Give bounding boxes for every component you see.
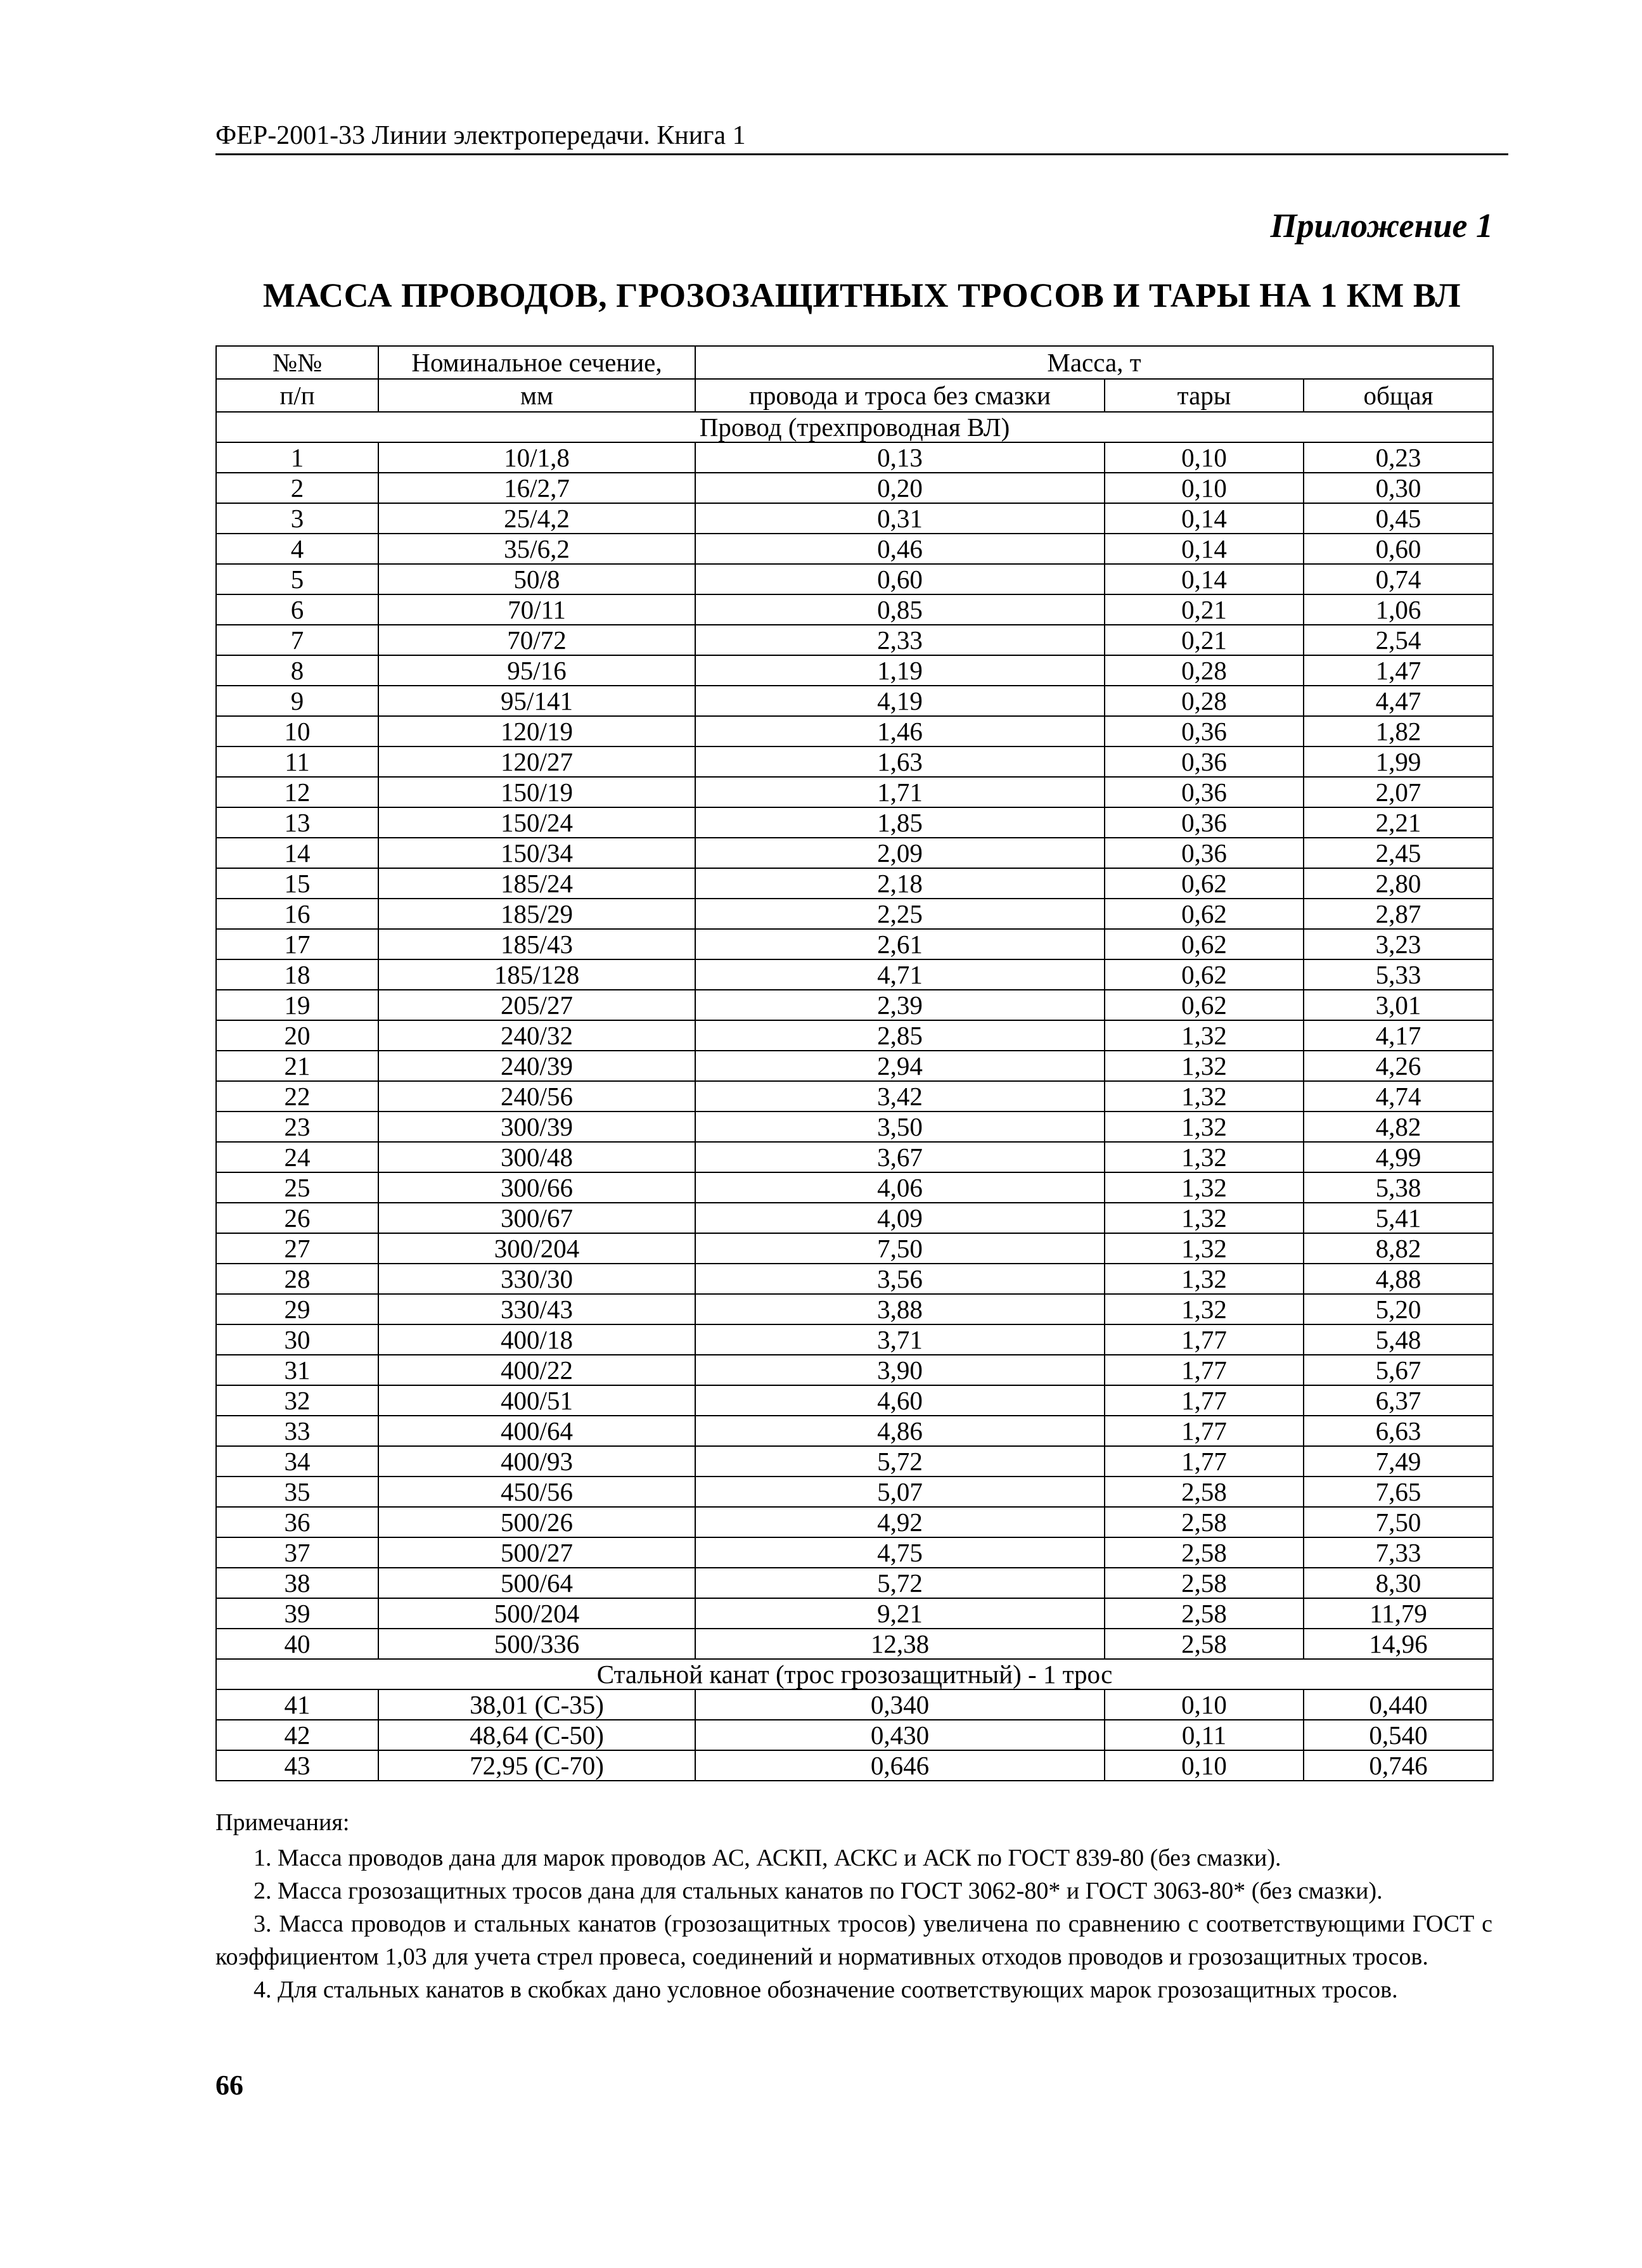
- cell-section: 150/24: [378, 807, 695, 838]
- cell-num: 33: [216, 1416, 378, 1446]
- cell-total-mass: 11,79: [1304, 1598, 1493, 1629]
- cell-total-mass: 7,49: [1304, 1446, 1493, 1477]
- section-label: Стальной канат (трос грозозащитный) - 1 трос: [216, 1659, 1493, 1689]
- cell-section: 500/336: [378, 1629, 695, 1659]
- cell-tare-mass: 0,62: [1105, 868, 1304, 899]
- cell-num: 11: [216, 746, 378, 777]
- cell-total-mass: 4,82: [1304, 1112, 1493, 1142]
- table-row: [216, 1598, 1493, 1629]
- cell-total-mass: 4,47: [1304, 686, 1493, 716]
- cell-wire-mass: 1,85: [695, 807, 1105, 838]
- cell-tare-mass: 1,77: [1105, 1324, 1304, 1355]
- table-row: [216, 1720, 1493, 1750]
- cell-wire-mass: 0,430: [695, 1720, 1105, 1750]
- cell-wire-mass: 3,88: [695, 1294, 1105, 1324]
- cell-tare-mass: 0,21: [1105, 625, 1304, 655]
- cell-wire-mass: 4,75: [695, 1537, 1105, 1568]
- cell-section: 95/141: [378, 686, 695, 716]
- cell-num: 32: [216, 1385, 378, 1416]
- table-row: [216, 594, 1493, 625]
- cell-tare-mass: 0,62: [1105, 990, 1304, 1020]
- cell-section: 330/43: [378, 1294, 695, 1324]
- cell-wire-mass: 4,60: [695, 1385, 1105, 1416]
- cell-wire-mass: 2,18: [695, 868, 1105, 899]
- note-item: 2. Масса грозозащитных тросов дана для стальных канатов по ГОСТ 3062-80* и ГОСТ 3063-80* (без смазки).: [253, 1878, 1383, 1904]
- table-row: [216, 1112, 1493, 1142]
- cell-tare-mass: 0,28: [1105, 655, 1304, 686]
- cell-num: 27: [216, 1233, 378, 1264]
- cell-tare-mass: 1,32: [1105, 1051, 1304, 1081]
- cell-section: 400/51: [378, 1385, 695, 1416]
- cell-num: 26: [216, 1203, 378, 1233]
- table-row: [216, 1477, 1493, 1507]
- cell-section: 70/72: [378, 625, 695, 655]
- cell-num: 8: [216, 655, 378, 686]
- table-row: [216, 990, 1493, 1020]
- cell-wire-mass: 5,07: [695, 1477, 1105, 1507]
- cell-section: 72,95 (С-70): [378, 1750, 695, 1781]
- cell-wire-mass: 2,09: [695, 838, 1105, 868]
- cell-tare-mass: 0,10: [1105, 473, 1304, 503]
- cell-num: 20: [216, 1020, 378, 1051]
- cell-wire-mass: 9,21: [695, 1598, 1105, 1629]
- cell-num: 1: [216, 442, 378, 473]
- cell-num: 12: [216, 777, 378, 807]
- cell-tare-mass: 0,62: [1105, 899, 1304, 929]
- cell-num: 5: [216, 564, 378, 594]
- table-row: [216, 655, 1493, 686]
- cell-num: 30: [216, 1324, 378, 1355]
- table-row: [216, 1629, 1493, 1659]
- cell-num: 37: [216, 1537, 378, 1568]
- cell-num: 36: [216, 1507, 378, 1537]
- mass-table-body: [216, 346, 1493, 1781]
- cell-num: 34: [216, 1446, 378, 1477]
- col-header-section-top: Номинальное сечение,: [378, 346, 695, 379]
- table-row: [216, 868, 1493, 899]
- cell-total-mass: 2,07: [1304, 777, 1493, 807]
- cell-wire-mass: 4,06: [695, 1172, 1105, 1203]
- cell-tare-mass: 1,32: [1105, 1233, 1304, 1264]
- table-row: [216, 1020, 1493, 1051]
- cell-wire-mass: 4,92: [695, 1507, 1105, 1537]
- table-row: [216, 1689, 1493, 1720]
- cell-section: 240/39: [378, 1051, 695, 1081]
- cell-total-mass: 0,30: [1304, 473, 1493, 503]
- col-header-num-top: №№: [216, 346, 378, 379]
- page-number: 66: [215, 2070, 243, 2101]
- cell-wire-mass: 2,61: [695, 929, 1105, 959]
- cell-wire-mass: 1,71: [695, 777, 1105, 807]
- table-row: [216, 899, 1493, 929]
- cell-wire-mass: 3,90: [695, 1355, 1105, 1385]
- cell-num: 9: [216, 686, 378, 716]
- cell-section: 70/11: [378, 594, 695, 625]
- cell-total-mass: 4,88: [1304, 1264, 1493, 1294]
- cell-wire-mass: 0,646: [695, 1750, 1105, 1781]
- cell-section: 500/64: [378, 1568, 695, 1598]
- cell-total-mass: 4,26: [1304, 1051, 1493, 1081]
- mass-table: [215, 345, 1494, 1781]
- table-row: [216, 1324, 1493, 1355]
- cell-total-mass: 3,01: [1304, 990, 1493, 1020]
- cell-total-mass: 2,54: [1304, 625, 1493, 655]
- table-row: [216, 1051, 1493, 1081]
- cell-section: 300/66: [378, 1172, 695, 1203]
- cell-tare-mass: 0,28: [1105, 686, 1304, 716]
- table-row: [216, 1446, 1493, 1477]
- cell-num: 15: [216, 868, 378, 899]
- cell-tare-mass: 0,10: [1105, 442, 1304, 473]
- table-row: [216, 534, 1493, 564]
- notes: [215, 1806, 1492, 2006]
- cell-section: 300/204: [378, 1233, 695, 1264]
- cell-total-mass: 5,67: [1304, 1355, 1493, 1385]
- cell-num: 10: [216, 716, 378, 746]
- cell-section: 38,01 (С-35): [378, 1689, 695, 1720]
- cell-num: 16: [216, 899, 378, 929]
- table-row: [216, 1081, 1493, 1112]
- cell-wire-mass: 2,94: [695, 1051, 1105, 1081]
- section-label: Провод (трехпроводная ВЛ): [216, 412, 1493, 442]
- cell-num: 21: [216, 1051, 378, 1081]
- cell-tare-mass: 1,77: [1105, 1416, 1304, 1446]
- cell-total-mass: 4,74: [1304, 1081, 1493, 1112]
- cell-wire-mass: 4,71: [695, 959, 1105, 990]
- section-row: [216, 1659, 1493, 1689]
- table-row: [216, 686, 1493, 716]
- cell-wire-mass: 0,46: [695, 534, 1105, 564]
- cell-num: 35: [216, 1477, 378, 1507]
- cell-total-mass: 5,20: [1304, 1294, 1493, 1324]
- cell-wire-mass: 12,38: [695, 1629, 1105, 1659]
- table-row: [216, 442, 1493, 473]
- col-header-mass-group: Масса, т: [695, 346, 1493, 379]
- cell-wire-mass: 2,39: [695, 990, 1105, 1020]
- table-row: [216, 777, 1493, 807]
- cell-tare-mass: 0,21: [1105, 594, 1304, 625]
- cell-num: 39: [216, 1598, 378, 1629]
- cell-wire-mass: 5,72: [695, 1446, 1105, 1477]
- col-header-total: общая: [1304, 379, 1493, 412]
- cell-wire-mass: 4,19: [695, 686, 1105, 716]
- cell-wire-mass: 3,71: [695, 1324, 1105, 1355]
- cell-section: 205/27: [378, 990, 695, 1020]
- cell-section: 400/93: [378, 1446, 695, 1477]
- table-row: [216, 1142, 1493, 1172]
- cell-num: 2: [216, 473, 378, 503]
- cell-wire-mass: 4,09: [695, 1203, 1105, 1233]
- cell-tare-mass: 0,36: [1105, 746, 1304, 777]
- cell-section: 185/128: [378, 959, 695, 990]
- cell-num: 7: [216, 625, 378, 655]
- table-row: [216, 1568, 1493, 1598]
- cell-total-mass: 5,33: [1304, 959, 1493, 990]
- cell-tare-mass: 1,77: [1105, 1355, 1304, 1385]
- table-row: [216, 1416, 1493, 1446]
- cell-wire-mass: 0,340: [695, 1689, 1105, 1720]
- cell-section: 50/8: [378, 564, 695, 594]
- cell-wire-mass: 1,46: [695, 716, 1105, 746]
- cell-total-mass: 8,82: [1304, 1233, 1493, 1264]
- table-row: [216, 1172, 1493, 1203]
- cell-total-mass: 7,33: [1304, 1537, 1493, 1568]
- cell-section: 500/26: [378, 1507, 695, 1537]
- cell-total-mass: 8,30: [1304, 1568, 1493, 1598]
- cell-section: 300/67: [378, 1203, 695, 1233]
- table-header-row-2: [216, 379, 1493, 412]
- cell-tare-mass: 1,32: [1105, 1294, 1304, 1324]
- cell-num: 40: [216, 1629, 378, 1659]
- cell-total-mass: 0,746: [1304, 1750, 1493, 1781]
- cell-tare-mass: 0,62: [1105, 959, 1304, 990]
- cell-tare-mass: 2,58: [1105, 1629, 1304, 1659]
- cell-tare-mass: 1,32: [1105, 1264, 1304, 1294]
- col-header-wire: провода и троса без смазки: [695, 379, 1105, 412]
- col-header-num-bottom: п/п: [216, 379, 378, 412]
- table-row: [216, 473, 1493, 503]
- cell-tare-mass: 0,62: [1105, 929, 1304, 959]
- cell-wire-mass: 2,25: [695, 899, 1105, 929]
- note-item: 4. Для стальных канатов в скобках дано условное обозначение соответствующих марок грозозащитных тросов.: [253, 1976, 1398, 2003]
- cell-section: 240/32: [378, 1020, 695, 1051]
- cell-section: 25/4,2: [378, 503, 695, 534]
- cell-num: 29: [216, 1294, 378, 1324]
- cell-total-mass: 0,23: [1304, 442, 1493, 473]
- table-row: [216, 503, 1493, 534]
- cell-total-mass: 2,80: [1304, 868, 1493, 899]
- cell-section: 450/56: [378, 1477, 695, 1507]
- cell-total-mass: 3,23: [1304, 929, 1493, 959]
- table-header-row-1: [216, 346, 1493, 379]
- cell-tare-mass: 1,32: [1105, 1081, 1304, 1112]
- cell-total-mass: 1,47: [1304, 655, 1493, 686]
- note-item: 1. Масса проводов дана для марок проводов АС, АСКП, АСКС и АСК по ГОСТ 839-80 (без смазки).: [253, 1845, 1281, 1871]
- cell-total-mass: 4,99: [1304, 1142, 1493, 1172]
- col-header-tare: тары: [1105, 379, 1304, 412]
- note-item: 3. Масса проводов и стальных канатов (грозозащитных тросов) увеличена по сравнению с соответствующими ГОСТ с коэффициентом 1,03 для учета стрел провеса, соединений и нормативных отходов проводов и грозозащитных тросов.: [215, 1911, 1492, 1970]
- cell-num: 3: [216, 503, 378, 534]
- table-row: [216, 1294, 1493, 1324]
- cell-total-mass: 4,17: [1304, 1020, 1493, 1051]
- cell-section: 120/27: [378, 746, 695, 777]
- cell-tare-mass: 0,14: [1105, 503, 1304, 534]
- cell-total-mass: 0,440: [1304, 1689, 1493, 1720]
- cell-section: 95/16: [378, 655, 695, 686]
- cell-section: 500/27: [378, 1537, 695, 1568]
- cell-total-mass: 7,50: [1304, 1507, 1493, 1537]
- cell-num: 31: [216, 1355, 378, 1385]
- cell-wire-mass: 2,85: [695, 1020, 1105, 1051]
- cell-total-mass: 6,63: [1304, 1416, 1493, 1446]
- cell-wire-mass: 0,85: [695, 594, 1105, 625]
- cell-total-mass: 5,41: [1304, 1203, 1493, 1233]
- table-row: [216, 1203, 1493, 1233]
- table-row: [216, 564, 1493, 594]
- cell-wire-mass: 1,19: [695, 655, 1105, 686]
- cell-total-mass: 14,96: [1304, 1629, 1493, 1659]
- cell-num: 25: [216, 1172, 378, 1203]
- cell-wire-mass: 5,72: [695, 1568, 1105, 1598]
- cell-tare-mass: 2,58: [1105, 1568, 1304, 1598]
- cell-num: 22: [216, 1081, 378, 1112]
- cell-tare-mass: 2,58: [1105, 1537, 1304, 1568]
- cell-section: 185/24: [378, 868, 695, 899]
- table-row: [216, 716, 1493, 746]
- cell-total-mass: 5,38: [1304, 1172, 1493, 1203]
- cell-total-mass: 0,74: [1304, 564, 1493, 594]
- section-row: [216, 412, 1493, 442]
- cell-wire-mass: 3,50: [695, 1112, 1105, 1142]
- table-row: [216, 1507, 1493, 1537]
- running-header: ФЕР-2001-33 Линии электропередачи. Книга 1: [215, 120, 1508, 155]
- cell-wire-mass: 3,67: [695, 1142, 1105, 1172]
- cell-tare-mass: 2,58: [1105, 1507, 1304, 1537]
- cell-tare-mass: 0,36: [1105, 716, 1304, 746]
- cell-tare-mass: 1,77: [1105, 1446, 1304, 1477]
- cell-tare-mass: 0,36: [1105, 777, 1304, 807]
- cell-num: 38: [216, 1568, 378, 1598]
- cell-num: 42: [216, 1720, 378, 1750]
- cell-tare-mass: 0,11: [1105, 1720, 1304, 1750]
- cell-wire-mass: 4,86: [695, 1416, 1105, 1446]
- table-row: [216, 1233, 1493, 1264]
- table-row: [216, 1355, 1493, 1385]
- cell-section: 500/204: [378, 1598, 695, 1629]
- cell-total-mass: 6,37: [1304, 1385, 1493, 1416]
- table-row: [216, 807, 1493, 838]
- cell-section: 120/19: [378, 716, 695, 746]
- cell-section: 10/1,8: [378, 442, 695, 473]
- cell-num: 14: [216, 838, 378, 868]
- cell-wire-mass: 3,42: [695, 1081, 1105, 1112]
- cell-wire-mass: 0,31: [695, 503, 1105, 534]
- cell-wire-mass: 0,60: [695, 564, 1105, 594]
- cell-total-mass: 7,65: [1304, 1477, 1493, 1507]
- cell-num: 4: [216, 534, 378, 564]
- cell-total-mass: 0,540: [1304, 1720, 1493, 1750]
- cell-tare-mass: 1,32: [1105, 1172, 1304, 1203]
- cell-section: 300/39: [378, 1112, 695, 1142]
- cell-tare-mass: 1,77: [1105, 1385, 1304, 1416]
- cell-section: 185/29: [378, 899, 695, 929]
- cell-section: 400/64: [378, 1416, 695, 1446]
- table-row: [216, 1264, 1493, 1294]
- cell-num: 13: [216, 807, 378, 838]
- page-title: МАССА ПРОВОДОВ, ГРОЗОЗАЩИТНЫХ ТРОСОВ И ТАРЫ НА 1 КМ ВЛ: [262, 276, 1461, 314]
- cell-num: 6: [216, 594, 378, 625]
- cell-tare-mass: 0,14: [1105, 534, 1304, 564]
- cell-num: 19: [216, 990, 378, 1020]
- cell-total-mass: 5,48: [1304, 1324, 1493, 1355]
- notes-heading: Примечания:: [215, 1809, 350, 1836]
- cell-section: 185/43: [378, 929, 695, 959]
- cell-tare-mass: 2,58: [1105, 1477, 1304, 1507]
- cell-section: 150/19: [378, 777, 695, 807]
- appendix-label: Приложение 1: [1270, 207, 1493, 245]
- cell-section: 48,64 (С-50): [378, 1720, 695, 1750]
- cell-tare-mass: 2,58: [1105, 1598, 1304, 1629]
- cell-num: 41: [216, 1689, 378, 1720]
- cell-num: 28: [216, 1264, 378, 1294]
- cell-num: 23: [216, 1112, 378, 1142]
- cell-section: 330/30: [378, 1264, 695, 1294]
- table-row: [216, 929, 1493, 959]
- cell-section: 150/34: [378, 838, 695, 868]
- table-row: [216, 1385, 1493, 1416]
- cell-total-mass: 2,45: [1304, 838, 1493, 868]
- table-row: [216, 746, 1493, 777]
- cell-num: 24: [216, 1142, 378, 1172]
- col-header-section-bottom: мм: [378, 379, 695, 412]
- cell-num: 18: [216, 959, 378, 990]
- cell-wire-mass: 0,20: [695, 473, 1105, 503]
- cell-tare-mass: 0,36: [1105, 838, 1304, 868]
- cell-wire-mass: 2,33: [695, 625, 1105, 655]
- cell-wire-mass: 3,56: [695, 1264, 1105, 1294]
- cell-wire-mass: 7,50: [695, 1233, 1105, 1264]
- cell-tare-mass: 1,32: [1105, 1020, 1304, 1051]
- cell-tare-mass: 0,10: [1105, 1750, 1304, 1781]
- cell-wire-mass: 0,13: [695, 442, 1105, 473]
- table-row: [216, 625, 1493, 655]
- cell-total-mass: 2,21: [1304, 807, 1493, 838]
- cell-total-mass: 0,60: [1304, 534, 1493, 564]
- cell-total-mass: 1,06: [1304, 594, 1493, 625]
- table-row: [216, 1537, 1493, 1568]
- cell-tare-mass: 1,32: [1105, 1142, 1304, 1172]
- cell-tare-mass: 0,14: [1105, 564, 1304, 594]
- cell-wire-mass: 1,63: [695, 746, 1105, 777]
- cell-tare-mass: 0,36: [1105, 807, 1304, 838]
- cell-total-mass: 1,99: [1304, 746, 1493, 777]
- table-row: [216, 959, 1493, 990]
- cell-section: 300/48: [378, 1142, 695, 1172]
- cell-section: 400/22: [378, 1355, 695, 1385]
- cell-section: 240/56: [378, 1081, 695, 1112]
- cell-section: 16/2,7: [378, 473, 695, 503]
- table-row: [216, 838, 1493, 868]
- cell-section: 35/6,2: [378, 534, 695, 564]
- cell-num: 17: [216, 929, 378, 959]
- cell-total-mass: 0,45: [1304, 503, 1493, 534]
- cell-tare-mass: 1,32: [1105, 1112, 1304, 1142]
- cell-num: 43: [216, 1750, 378, 1781]
- cell-total-mass: 2,87: [1304, 899, 1493, 929]
- table-row: [216, 1750, 1493, 1781]
- cell-section: 400/18: [378, 1324, 695, 1355]
- cell-tare-mass: 0,10: [1105, 1689, 1304, 1720]
- cell-total-mass: 1,82: [1304, 716, 1493, 746]
- cell-tare-mass: 1,32: [1105, 1203, 1304, 1233]
